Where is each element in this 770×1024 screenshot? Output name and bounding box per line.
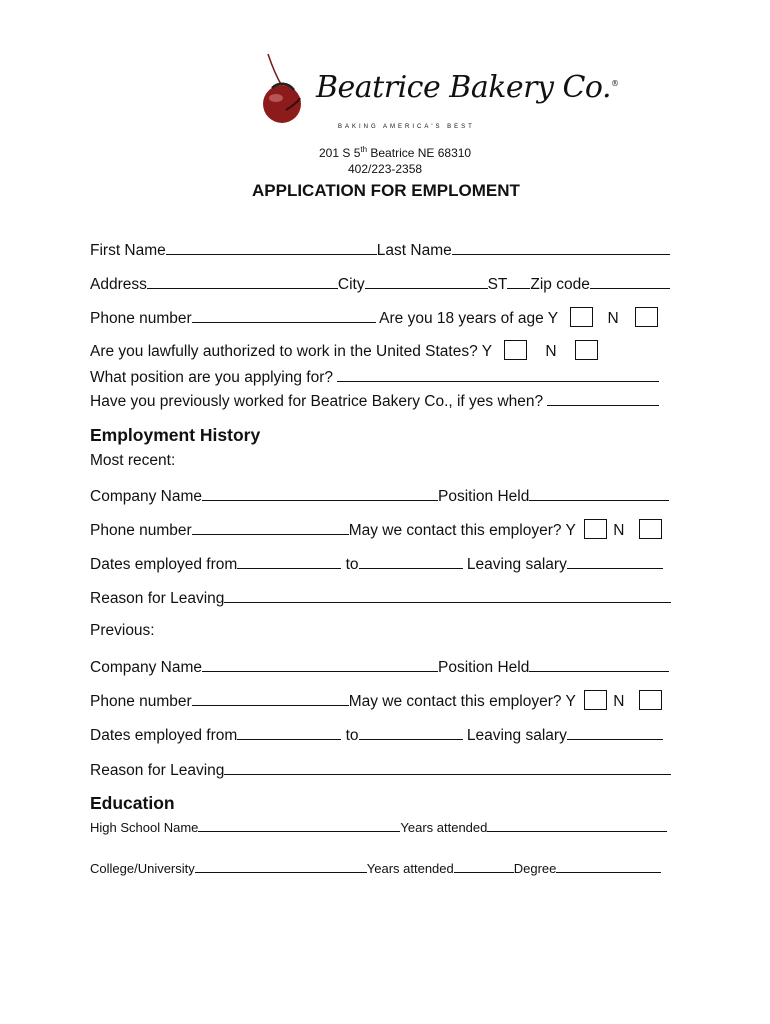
previous-company-field[interactable] xyxy=(202,657,438,672)
recent-reason-row: Reason for Leaving xyxy=(90,588,671,608)
city-field[interactable] xyxy=(365,274,488,289)
previous-phone-field[interactable] xyxy=(192,691,349,706)
zip-field[interactable] xyxy=(590,274,670,289)
previous-company-row: Company Name Position Held xyxy=(90,657,669,677)
recent-date-from-field[interactable] xyxy=(237,554,341,569)
first-name-field[interactable] xyxy=(166,240,377,255)
previous-position-field[interactable] xyxy=(529,657,669,672)
recent-phone-row: Phone number May we contact this employer? Y N xyxy=(90,520,662,540)
phone-age-row: Phone number Are you 18 years of age Y N xyxy=(90,308,658,328)
cherry-logo-icon xyxy=(258,52,310,126)
college-years-field[interactable] xyxy=(454,860,514,873)
high-school-field[interactable] xyxy=(198,819,400,832)
company-address: 201 S 5th Beatrice NE 68310 xyxy=(319,145,472,160)
position-row: What position are you applying for? xyxy=(90,367,659,387)
recent-salary-field[interactable] xyxy=(567,554,663,569)
recent-contact-yes-checkbox[interactable] xyxy=(584,519,607,539)
recent-company-row: Company Name Position Held xyxy=(90,486,669,506)
recent-company-field[interactable] xyxy=(202,486,438,501)
previous-date-from-field[interactable] xyxy=(237,725,341,740)
high-school-years-field[interactable] xyxy=(487,819,667,832)
previous-reason-row: Reason for Leaving xyxy=(90,760,671,780)
previous-phone-row: Phone number May we contact this employer? Y N xyxy=(90,691,662,711)
address-field[interactable] xyxy=(147,274,338,289)
previous-contact-yes-checkbox[interactable] xyxy=(584,690,607,710)
college-field[interactable] xyxy=(195,860,367,873)
recent-phone-field[interactable] xyxy=(192,520,349,535)
phone-field[interactable] xyxy=(192,308,376,323)
previous-label: Previous: xyxy=(90,622,155,639)
recent-position-field[interactable] xyxy=(529,486,669,501)
logo-tagline: BAKING AMERICA'S BEST xyxy=(338,124,475,130)
previously-worked-row: Have you previously worked for Beatrice Bakery Co., if yes when? xyxy=(90,391,659,411)
state-field[interactable] xyxy=(507,274,530,289)
previous-date-to-field[interactable] xyxy=(359,725,463,740)
previously-worked-field[interactable] xyxy=(547,391,659,406)
position-applied-field[interactable] xyxy=(337,367,659,382)
previous-reason-field[interactable] xyxy=(224,760,671,775)
recent-contact-no-checkbox[interactable] xyxy=(639,519,662,539)
address-row: Address City ST Zip code xyxy=(90,274,670,294)
education-heading: Education xyxy=(90,793,175,813)
high-school-row: High School Name Years attended xyxy=(90,819,667,835)
last-name-field[interactable] xyxy=(452,240,670,255)
name-row: First Name Last Name xyxy=(90,240,670,260)
logo-wordmark: Beatrice Bakery Co.® xyxy=(316,70,619,105)
recent-date-to-field[interactable] xyxy=(359,554,463,569)
recent-dates-row: Dates employed from to Leaving salary xyxy=(90,554,663,574)
authorized-no-checkbox[interactable] xyxy=(575,340,598,360)
recent-reason-field[interactable] xyxy=(224,588,671,603)
authorized-row: Are you lawfully authorized to work in the United States? Y N xyxy=(90,343,598,361)
company-phone: 402/223-2358 xyxy=(348,162,423,176)
previous-contact-no-checkbox[interactable] xyxy=(639,690,662,710)
most-recent-label: Most recent: xyxy=(90,452,176,469)
authorized-yes-checkbox[interactable] xyxy=(504,340,527,360)
age-yes-checkbox[interactable] xyxy=(570,307,593,327)
employment-history-heading: Employment History xyxy=(90,425,261,445)
college-row: College/University Years attended Degree xyxy=(90,860,661,876)
degree-field[interactable] xyxy=(556,860,661,873)
previous-salary-field[interactable] xyxy=(567,725,663,740)
page-title: APPLICATION FOR EMPLOMENT xyxy=(252,181,520,200)
previous-dates-row: Dates employed from to Leaving salary xyxy=(90,725,663,745)
age-no-checkbox[interactable] xyxy=(635,307,658,327)
